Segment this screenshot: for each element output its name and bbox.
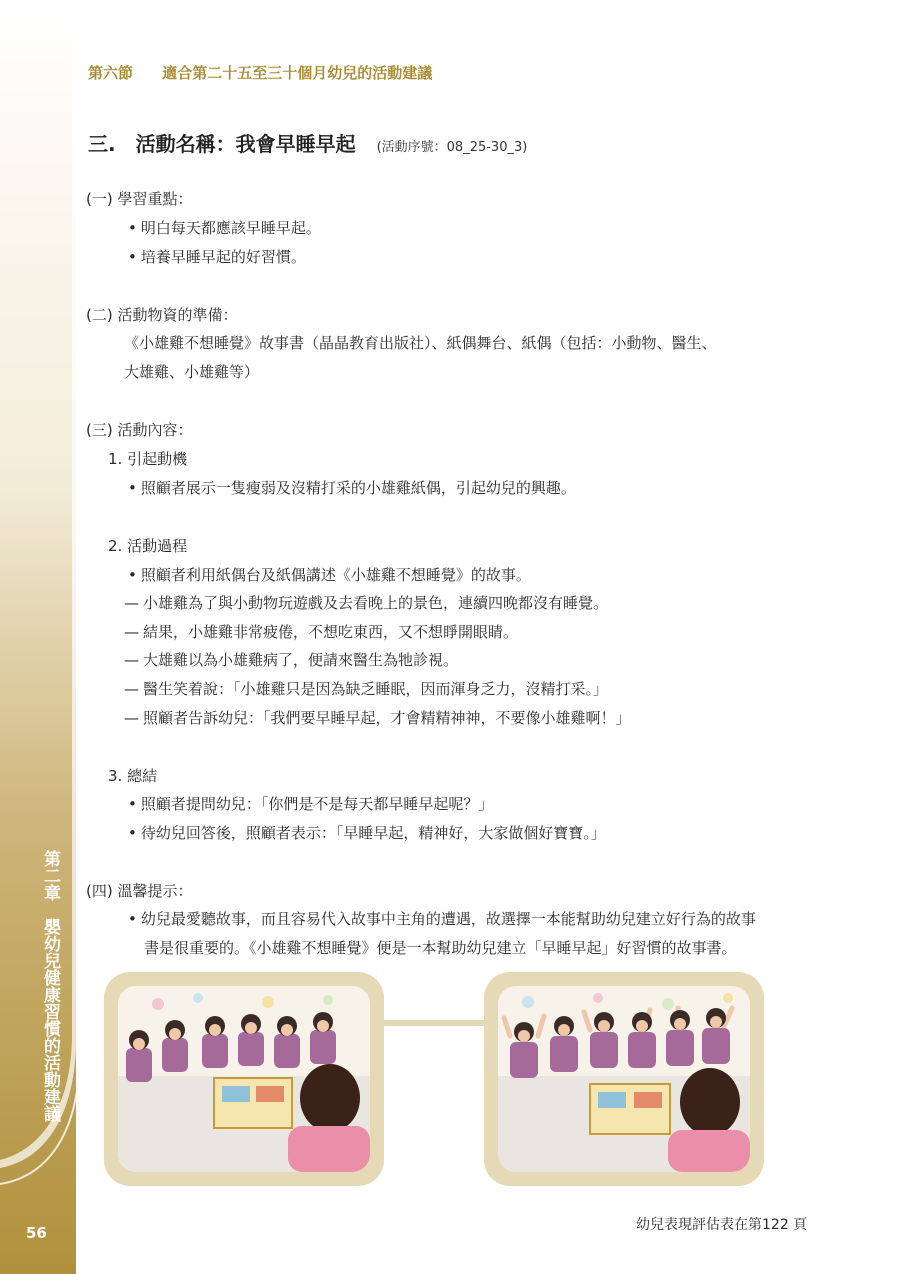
learning-focus-heading: (一) 學習重點： bbox=[86, 190, 193, 208]
photo-frame-right bbox=[484, 972, 764, 1186]
storytelling-illustration-right bbox=[498, 986, 750, 1172]
classroom-photo-right bbox=[498, 986, 750, 1172]
section-header bbox=[88, 62, 432, 83]
activity-title bbox=[88, 128, 527, 157]
activity-serial: (活動序號：08_25-30_3) bbox=[376, 140, 528, 155]
list-item: • 待幼兒回答後，照顧者表示：「早睡早起，精神好，大家做個好寶寶。」 bbox=[128, 822, 606, 844]
materials-line: 《小雄雞不想睡覺》故事書（晶晶教育出版社）、紙偶舞台、紙偶（包括：小動物、醫生、 bbox=[124, 334, 717, 352]
list-item: • 照顧者提問幼兒：「你們是不是每天都早睡早起呢？」 bbox=[128, 793, 493, 815]
section-number: 第六節 bbox=[88, 64, 134, 82]
list-item: • 明白每天都應該早睡早起。 bbox=[128, 217, 321, 239]
page-number: 56 bbox=[26, 1224, 47, 1242]
list-item: • 培養早睡早起的好習慣。 bbox=[128, 246, 306, 268]
story-line: — 結果，小雄雞非常疲倦，不想吃東西，又不想睜開眼睛。 bbox=[124, 621, 518, 643]
classroom-photo-left bbox=[118, 986, 370, 1172]
photo-connector bbox=[382, 1020, 486, 1026]
story-line: — 醫生笑着說：「小雄雞只是因為缺乏睡眠，因而渾身乏力，沒精打采。」 bbox=[124, 678, 608, 700]
step-title: 2. 活動過程 bbox=[108, 537, 188, 555]
step-title: 1. 引起動機 bbox=[108, 450, 188, 468]
list-item: • 照顧者利用紙偶台及紙偶講述《小雄雞不想睡覺》的故事。 bbox=[128, 564, 531, 586]
story-line: — 大雄雞以為小雄雞病了，便請來醫生為牠診視。 bbox=[124, 649, 458, 671]
list-item: • 照顧者展示一隻瘦弱及沒精打采的小雄雞紙偶，引起幼兒的興趣。 bbox=[128, 477, 576, 499]
materials-heading: (二) 活動物資的準備： bbox=[86, 306, 238, 324]
chapter-label: 第二章 嬰幼兒健康習慣的活動建議 bbox=[40, 850, 60, 1122]
materials-line: 大雄雞、小雄雞等） bbox=[124, 363, 260, 381]
story-line: — 小雄雞為了與小動物玩遊戲及去看晚上的景色，連續四晚都沒有睡覺。 bbox=[124, 592, 608, 614]
photo-frame-left bbox=[104, 972, 384, 1186]
activity-name: 三. 活動名稱：我會早睡早起 bbox=[88, 132, 356, 156]
tips-line: 書是很重要的。《小雄雞不想睡覺》便是一本幫助幼兒建立「早睡早起」好習慣的故事書。 bbox=[144, 939, 737, 957]
story-line: — 照顧者告訴幼兒：「我們要早睡早起，才會精精神神，不要像小雄雞啊！」 bbox=[124, 707, 631, 729]
step-title: 3. 總結 bbox=[108, 767, 158, 785]
tips-line: • 幼兒最愛聽故事，而且容易代入故事中主角的遭遇，故選擇一本能幫助幼兒建立好行為的故事 bbox=[128, 908, 756, 930]
assessment-reference-note: 幼兒表現評估表在第122 頁 bbox=[636, 1217, 808, 1233]
tips-heading: (四) 溫馨提示： bbox=[86, 882, 193, 900]
content-heading: (三) 活動內容： bbox=[86, 421, 193, 439]
section-title: 適合第二十五至三十個月幼兒的活動建議 bbox=[162, 64, 433, 82]
storytelling-illustration-left bbox=[118, 986, 370, 1172]
